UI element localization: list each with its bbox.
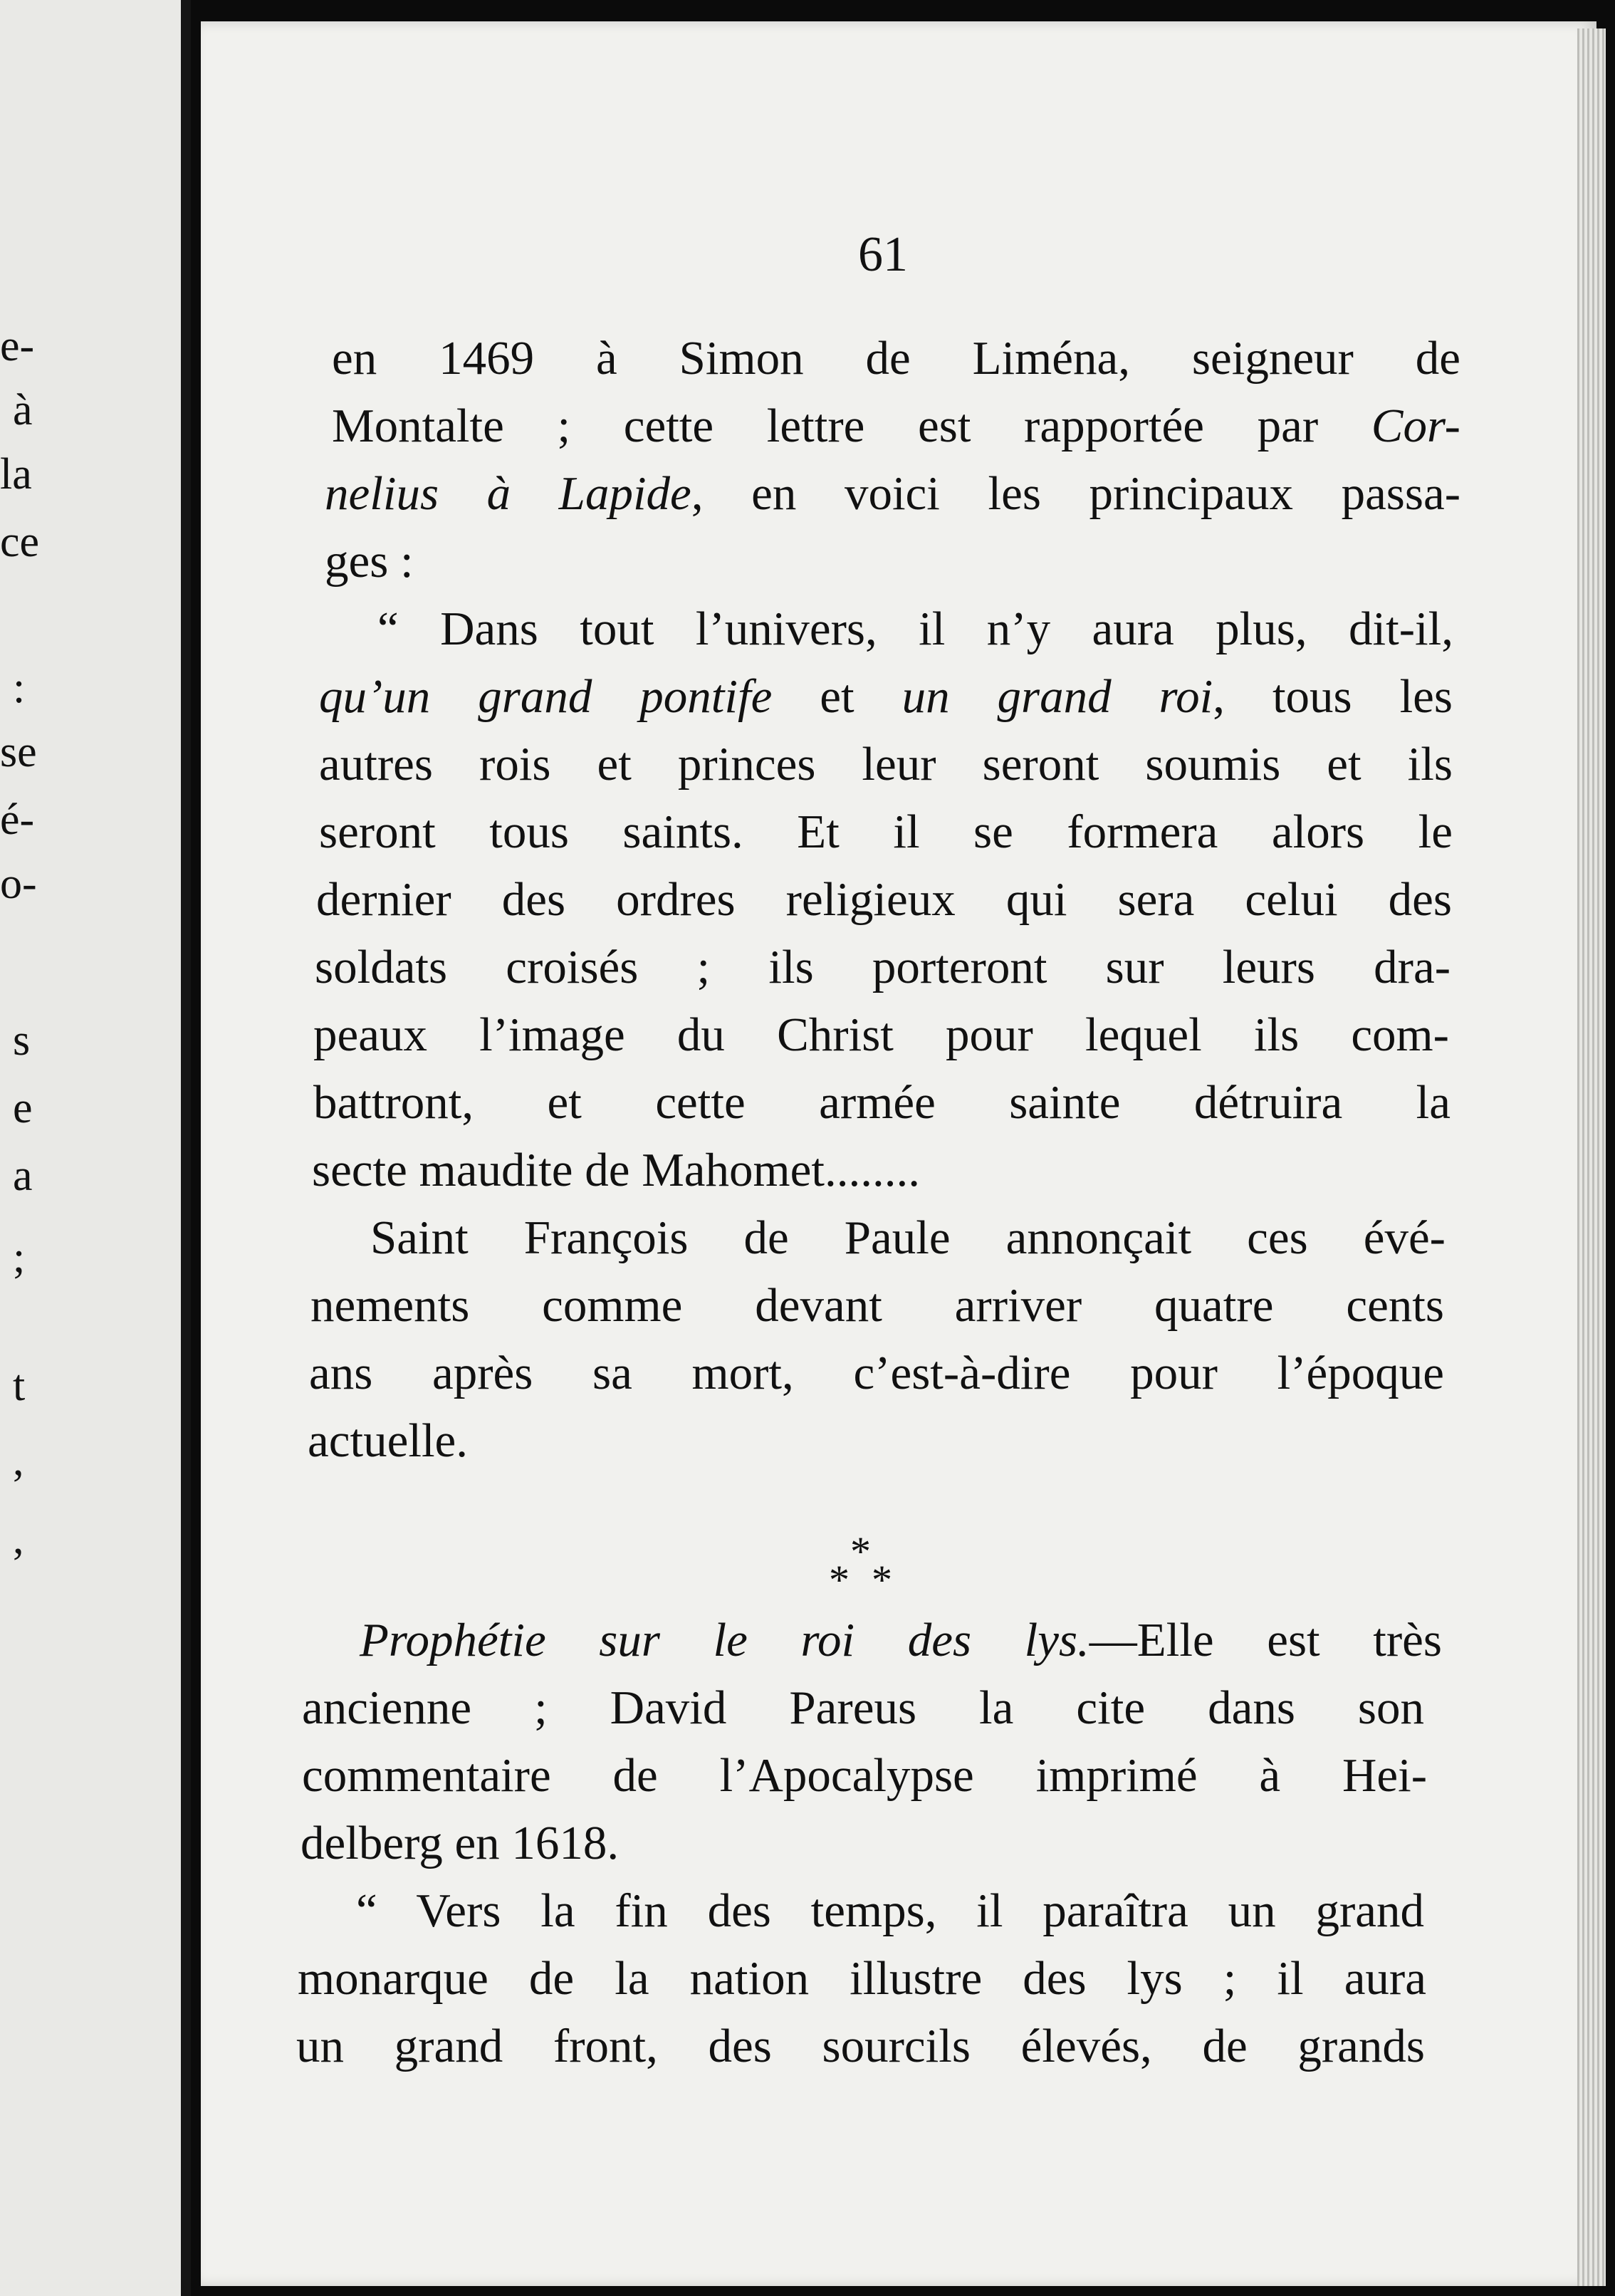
italic-text: nelius à Lapide [325,467,691,520]
text-line [319,670,1453,723]
text-line [313,1076,1451,1129]
text-span: battront, et cette armée sainte détruira la [313,1076,1451,1129]
text-line [332,332,1460,385]
text-span: “ Dans tout l’univers, il n’y aura plus, dit-il, [377,602,1453,655]
separator-star: * [850,1528,871,1575]
text-span: dernier des ordres religieux qui sera celui des [316,873,1452,926]
text-span: Montalte ; cette lettre est rapportée par [332,400,1371,452]
separator-star: * [829,1557,850,1603]
italic-text: qu’un grand pontife [319,670,773,723]
text-line [313,1008,1449,1061]
text-span: peaux l’image du Christ pour lequel ils com- [313,1008,1449,1061]
text-span: actuelle. [308,1414,469,1467]
text-span: ancienne ; David Pareus la cite dans son [302,1681,1424,1734]
text-line [308,1414,469,1467]
left-page-fragment: , [13,1515,24,1563]
separator-star: * [872,1557,892,1603]
text-line [332,402,1460,450]
left-page-fragment: se [0,728,37,776]
text-line [312,1144,920,1196]
text-span: secte maudite de Mahomet........ [312,1144,920,1196]
text-line [309,1347,1444,1399]
text-span: —Elle est très [1089,1614,1442,1666]
left-page-fragment: a [13,1152,33,1200]
left-page-fragment: ; [13,1233,26,1282]
text-line [316,873,1452,926]
italic-text: un grand roi [901,670,1213,723]
left-page-fragment: la [0,450,32,499]
left-page-fragment: e- [0,322,35,370]
text-span: nements comme devant arriver quatre cents [310,1279,1444,1332]
text-span: ans après sa mort, c’est-à-dire pour l’époque [309,1347,1444,1399]
left-page-fragment: s [13,1016,31,1065]
text-line [356,1884,1424,1937]
text-line [302,1749,1427,1802]
left-page-fragment: : [13,664,26,712]
left-page-fragment: , [13,1436,24,1485]
left-page-fragment: é- [0,795,35,844]
left-page-fragment: ce [0,518,40,566]
text-line [296,2020,1425,2072]
left-page-fragment: o- [0,860,37,908]
text-span: commentaire de l’Apocalypse imprimé à Hei- [302,1749,1427,1802]
text-line [319,738,1453,790]
text-span: delberg en 1618. [300,1817,620,1869]
left-page-fragment: e [13,1084,33,1132]
text-span: soldats croisés ; ils porteront sur leurs dra- [315,941,1451,993]
text-span: “ Vers la fin des temps, il paraîtra un grand [356,1884,1424,1937]
text-span: et [772,670,902,723]
text-line [302,1681,1424,1734]
text-span: Saint François de Paule annonçait ces évé- [370,1211,1446,1264]
text-line [298,1952,1426,2005]
text-line [300,1817,620,1869]
page-number: 61 [858,227,908,282]
left-page-fragment: à [13,386,33,434]
text-line [370,1211,1446,1264]
text-span: monarque de la nation illustre des lys ; il aura [298,1952,1426,2005]
text-line [325,467,1461,520]
text-line [319,805,1453,858]
text-span: ges : [325,535,414,588]
text-span: autres rois et princes leur seront soumis et ils [319,738,1453,790]
text-span: seront tous saints. Et il se formera alors le [319,805,1453,858]
text-span: un grand front, des sourcils élevés, de grands [296,2020,1425,2072]
left-facing-page [0,0,191,2296]
left-page-fragment: t [13,1362,26,1410]
text-line [325,535,414,588]
text-line [360,1614,1442,1666]
text-span: en 1469 à Simon de Liména, seigneur de [332,332,1460,385]
text-span: , tous les [1213,670,1453,723]
text-line [310,1279,1444,1332]
italic-text: Prophétie sur le roi des lys. [360,1614,1089,1666]
page-edge [1577,28,1606,2286]
text-span: , en voici les principaux passa- [691,467,1461,520]
section-separator [819,1528,904,1609]
text-line [315,941,1451,993]
italic-text: Cor- [1371,400,1460,452]
text-line [377,602,1453,655]
